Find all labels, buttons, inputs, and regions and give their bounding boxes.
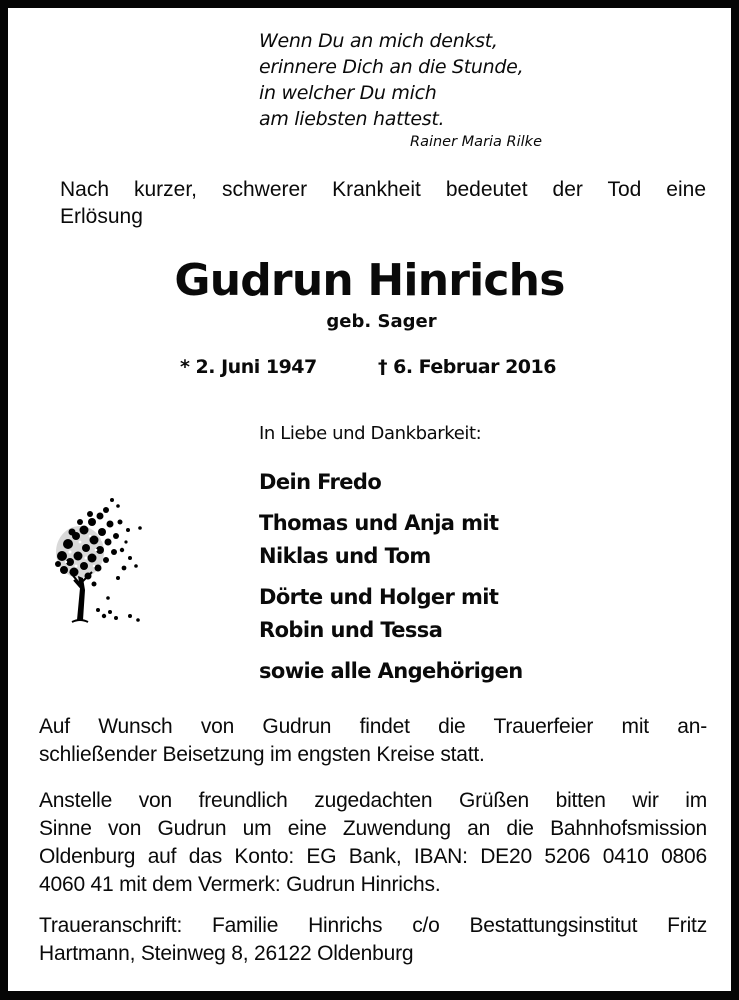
ceremony-paragraph [39,713,707,769]
mourner-group [259,507,523,573]
mourner-group [259,581,523,647]
deceased-name: Gudrun Hinrichs [174,255,565,306]
mourner-line: Niklas und Tom [259,544,431,568]
paragraph-line: Hartmann, Steinweg 8, 26122 Oldenburg [39,942,414,965]
birth-date: * 2. Juni 1947 [180,356,317,378]
mourner-line: Robin und Tessa [259,618,443,642]
death-date: † 6. Februar 2016 [378,356,556,378]
mourners-heading: In Liebe und Dankbarkeit: [259,423,482,444]
paragraph-line: 4060 41 mit dem Vermerk: Gudrun Hinrichs. [39,873,441,896]
poem [259,28,523,132]
mourner-line: Dörte und Holger mit [259,585,499,609]
paragraph-line: Auf Wunsch von Gudrun findet die Trauerfeier mit an- [39,715,707,738]
mourners-list [259,466,523,696]
paragraph-line: Anstelle von freundlich zugedachten Grüßen bitten wir im [39,789,707,812]
poem-line: in welcher Du mich [259,82,437,104]
mourner-group [259,466,523,499]
mourner-line: Dein Fredo [259,470,382,494]
mourner-group [259,655,523,688]
mourning-address [39,912,707,968]
donation-paragraph [39,787,707,899]
paragraph-line: Traueranschrift: Familie Hinrichs c/o Bestattungsinstitut Fritz [39,914,707,937]
intro-line: Erlösung [60,205,143,228]
paragraph-line: Oldenburg auf das Konto: EG Bank, IBAN: DE20 5206 0410 0806 [39,845,707,868]
paragraph-line: Sinne von Gudrun um eine Zuwendung an die Bahnhofsmission [39,817,707,840]
poem-line: am liebsten hattest. [259,108,445,130]
mourner-line: Thomas und Anja mit [259,511,499,535]
tree-icon [50,492,150,627]
poem-line: Wenn Du an mich denkst, [259,30,498,52]
mourner-line: sowie alle Angehörigen [259,659,523,683]
intro-line: Nach kurzer, schwerer Krankheit bedeutet der Tod eine [60,178,706,201]
maiden-name: geb. Sager [326,311,437,332]
poem-author: Rainer Maria Rilke [410,134,543,150]
intro-text [60,176,706,230]
poem-line: erinnere Dich an die Stunde, [259,56,524,78]
paragraph-line: schließender Beisetzung im engsten Kreise statt. [39,743,485,766]
